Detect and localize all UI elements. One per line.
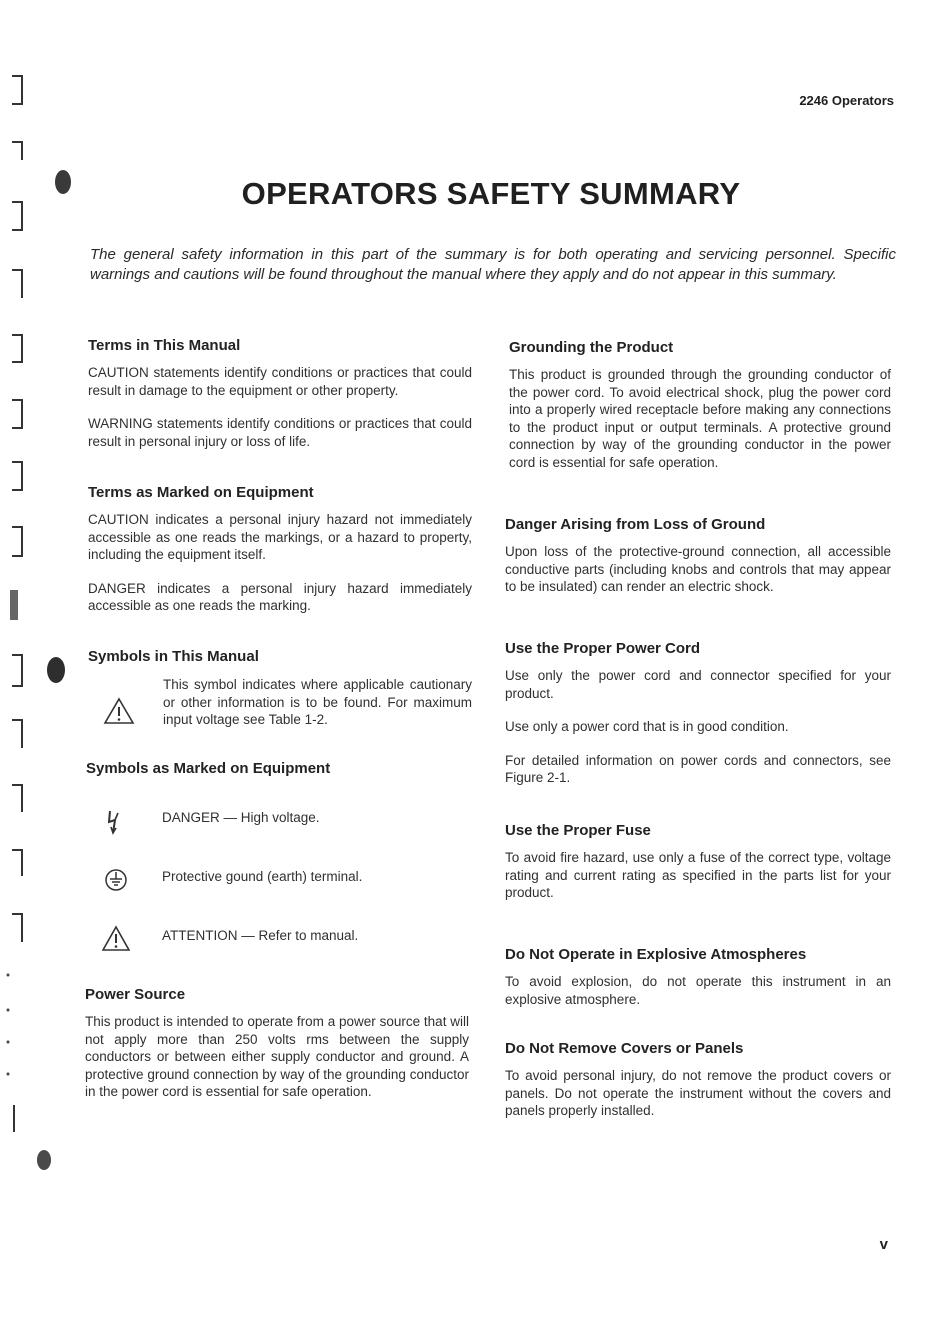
high-voltage-icon bbox=[102, 807, 130, 835]
section-covers-panels bbox=[505, 1040, 891, 1120]
section-heading: Terms in This Manual bbox=[88, 337, 241, 354]
section-terms-on-equipment bbox=[88, 484, 472, 615]
section-symbols-in-manual bbox=[88, 648, 472, 675]
protective-ground-icon bbox=[102, 866, 130, 894]
section-terms-in-manual bbox=[88, 337, 472, 450]
section-symbols-on-equipment bbox=[86, 760, 470, 787]
section-heading: Symbols in This Manual bbox=[88, 648, 259, 665]
caution-symbol-text: This symbol indicates where applicable cautionary or other information is to be found. For maximum input voltage see Table 1-2. bbox=[163, 677, 472, 727]
caution-statement-paragraph: CAUTION statements identify conditions or practices that could result in damage to the equipment or other property. bbox=[88, 365, 472, 398]
section-heading: Power Source bbox=[85, 986, 186, 1003]
section-heading: Symbols as Marked on Equipment bbox=[86, 760, 331, 777]
section-heading: Grounding the Product bbox=[509, 339, 674, 356]
power-source-paragraph: This product is intended to operate from a power source that will not apply more than 250 volts rms between the supply conductors or between either supply conductor and ground. A protective ground connection by way of the grounding conductor in the power cord is essential for safe operation. bbox=[85, 1014, 469, 1099]
power-cord-reference-paragraph: For detailed information on power cords and connectors, see Figure 2-1. bbox=[505, 752, 891, 785]
document-id-header: 2246 Operators bbox=[799, 93, 894, 108]
caution-triangle-icon bbox=[103, 697, 135, 725]
explosive-paragraph: To avoid explosion, do not operate this instrument in an explosive atmosphere. bbox=[505, 974, 891, 1007]
symbol-label: ATTENTION — Refer to manual. bbox=[162, 928, 359, 943]
power-cord-paragraph: Use only the power cord and connector specified for your product. bbox=[505, 668, 891, 701]
page-title: OPERATORS SAFETY SUMMARY bbox=[241, 176, 741, 211]
symbol-label: DANGER — High voltage. bbox=[162, 810, 320, 825]
intro-paragraph: The general safety information in this part of the summary is for both operating and servicing personnel. Specific warnings and cautions will be found throughout the manual where they apply and do not appear in this summary. bbox=[90, 246, 896, 283]
section-power-cord bbox=[505, 640, 891, 787]
symbol-row bbox=[86, 805, 476, 841]
section-power-source bbox=[85, 986, 469, 1101]
symbol-row bbox=[86, 923, 476, 959]
danger-ground-paragraph: Upon loss of the protective-ground connection, all accessible conductive parts (including knobs and controls that may appear to be insulated) can render an electric shock. bbox=[505, 544, 891, 594]
attention-triangle-icon bbox=[102, 925, 130, 953]
section-heading: Use the Proper Fuse bbox=[505, 822, 651, 839]
power-cord-condition-paragraph: Use only a power cord that is in good condition. bbox=[505, 719, 789, 734]
page-number: v bbox=[879, 1236, 888, 1253]
section-heading: Do Not Remove Covers or Panels bbox=[505, 1040, 744, 1057]
symbol-label: Protective gound (earth) terminal. bbox=[162, 869, 363, 884]
section-proper-fuse bbox=[505, 822, 891, 902]
section-heading: Terms as Marked on Equipment bbox=[88, 484, 314, 501]
warning-statement-paragraph: WARNING statements identify conditions or practices that could result in personal injury or loss of life. bbox=[88, 416, 472, 449]
covers-paragraph: To avoid personal injury, do not remove the product covers or panels. Do not operate the instrument without the covers and panels properly installed. bbox=[505, 1068, 891, 1118]
section-danger-loss-of-ground bbox=[505, 516, 891, 596]
section-heading: Use the Proper Power Cord bbox=[505, 640, 701, 657]
caution-marking-paragraph: CAUTION indicates a personal injury hazard not immediately accessible as one reads the markings, or a hazard to property, including the equipment itself. bbox=[88, 512, 472, 562]
section-grounding bbox=[509, 339, 891, 471]
grounding-paragraph: This product is grounded through the grounding conductor of the power cord. To avoid electrical shock, plug the power cord into a properly wired receptacle before making any connections to the product input or output terminals. A protective ground connection by way of the grounding conductor in the power cord is essential for safe operation. bbox=[509, 367, 891, 470]
section-heading: Danger Arising from Loss of Ground bbox=[505, 516, 766, 533]
symbol-description bbox=[163, 676, 472, 729]
danger-marking-paragraph: DANGER indicates a personal injury hazard immediately accessible as one reads the marking. bbox=[88, 580, 472, 613]
symbol-row bbox=[86, 864, 476, 900]
section-explosive-atmospheres bbox=[505, 946, 891, 1008]
section-heading: Do Not Operate in Explosive Atmospheres bbox=[505, 946, 807, 963]
fuse-paragraph: To avoid fire hazard, use only a fuse of the correct type, voltage rating and current rating as specified in the parts list for your product. bbox=[505, 850, 891, 900]
